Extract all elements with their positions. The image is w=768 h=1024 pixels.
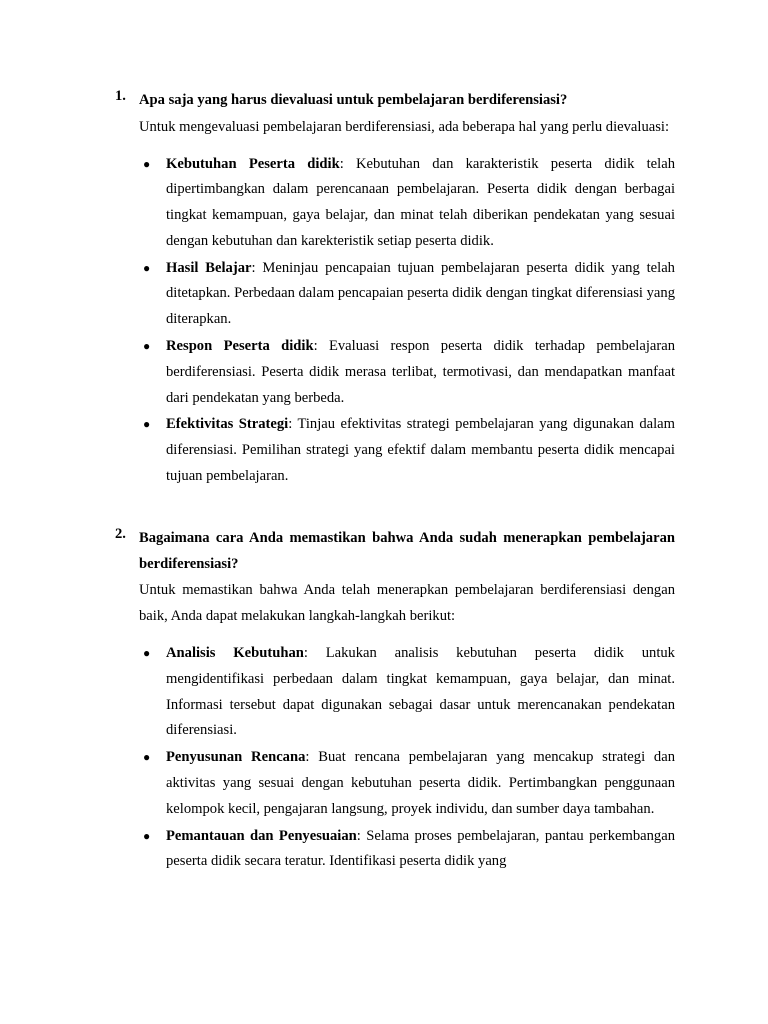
- item-term: Hasil Belajar: [166, 259, 252, 276]
- bullet-icon: ●: [143, 828, 151, 843]
- list-item: [115, 745, 675, 822]
- question-intro: Untuk mengevaluasi pembelajaran berdiferensiasi, ada beberapa hal yang perlu dievaluasi:: [139, 118, 670, 135]
- item-term: Pemantauan dan Penyesuaian: [166, 827, 357, 844]
- question-1: [115, 88, 675, 491]
- bullet-icon: ●: [143, 417, 151, 432]
- list-item: [115, 256, 675, 333]
- item-text: : Evaluasi respon peserta didik terhadap pembelajaran berdiferensiasi. Peserta didik merasa terlibat, termotivasi, dan mendapatkan manfaat dari pendekatan yang berbeda.: [166, 338, 675, 406]
- item-term: Analisis Kebutuhan: [166, 645, 304, 661]
- question-number: 2.: [115, 526, 126, 542]
- bullet-icon: ●: [143, 750, 151, 765]
- item-text: : Meninjau pencapaian tujuan pembelajaran peserta didik yang telah ditetapkan. Perbedaan dalam pencapaian peserta didik dengan tingkat diferensiasi yang diterapkan.: [166, 259, 675, 328]
- item-text: : Tinjau efektivitas strategi pembelajaran yang digunakan dalam diferensiasi. Pemilihan strategi yang efektif dalam membantu peserta didik mencapai tujuan pembelajaran.: [166, 416, 675, 485]
- bullet-icon: ●: [143, 260, 151, 275]
- item-text: : Lakukan analisis kebutuhan peserta didik untuk mengidentifikasi perbedaan dalam tingkat kemampuan, gaya belajar, dan minat. Informasi tersebut dapat digunakan sebagai dasar untuk merencanakan pendekatan diferensiasi.: [166, 645, 675, 739]
- question-title: Bagaimana cara Anda memastikan bahwa Anda sudah menerapkan pembelajaran berdiferensiasi?: [139, 530, 675, 572]
- bullet-list: [115, 641, 675, 875]
- item-term: Respon Peserta didik: [166, 338, 314, 355]
- list-item: [115, 824, 675, 876]
- bullet-list: [115, 152, 675, 490]
- item-term: Kebutuhan Peserta didik: [166, 155, 340, 172]
- list-item: [115, 334, 675, 411]
- question-title: Apa saja yang harus dievaluasi untuk pembelajaran berdiferensiasi?: [139, 92, 568, 108]
- question-2: [115, 526, 675, 876]
- question-intro: Untuk memastikan bahwa Anda telah menerapkan pembelajaran berdiferensiasi dengan baik, Anda dapat melakukan langkah-langkah berikut:: [139, 582, 675, 624]
- item-text: : Kebutuhan dan karakteristik peserta didik telah dipertimbangkan dalam perencanaan pembelajaran. Peserta didik dengan berbagai tingkat kemampuan, gaya belajar, dan minat telah diberikan pendekatan yang sesuai dengan kebutuhan dan karekteristik setiap peserta didik.: [166, 155, 675, 249]
- question-number: 1.: [115, 88, 126, 104]
- item-text: : Buat rencana pembelajaran yang mencakup strategi dan aktivitas yang sesuai dengan kebutuhan peserta didik. Pertimbangkan penggunaan kelompok kecil, pengajaran langsung, proyek individu, dan sumber daya tambahan.: [166, 749, 676, 817]
- list-item: [115, 152, 675, 255]
- bullet-icon: ●: [143, 156, 151, 171]
- list-item: [115, 641, 675, 744]
- item-term: Penyusunan Rencana: [166, 749, 306, 766]
- item-term: Efektivitas Strategi: [166, 416, 289, 433]
- list-item: [115, 412, 675, 489]
- bullet-icon: ●: [143, 646, 151, 660]
- item-text: : Selama proses pembelajaran, pantau perkembangan peserta didik secara teratur. Identifikasi peserta didik yang: [166, 827, 675, 870]
- bullet-icon: ●: [143, 339, 151, 354]
